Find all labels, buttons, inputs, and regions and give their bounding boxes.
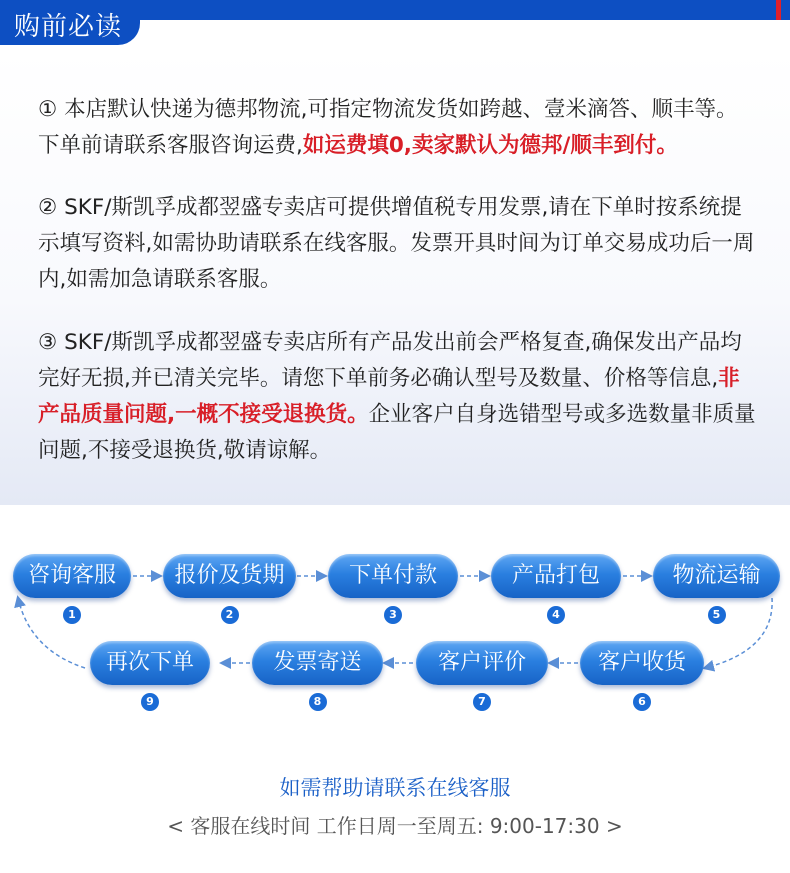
notice-1-highlight: 如运费填0,卖家默认为德邦/顺丰到付。: [302, 133, 678, 158]
flow-step-8: 发票寄送: [252, 641, 383, 685]
flow-step-number-3: 3: [384, 606, 402, 624]
flow-step-4: 产品打包: [491, 554, 621, 598]
flow-step-number-1: 1: [63, 606, 81, 624]
notice-1-text: ① 本店默认快递为德邦物流,可指定物流发货如跨越、壹米滴答、顺丰等。下单前请联系客服咨询运费,: [38, 97, 738, 158]
flow-step-6: 客户收货: [580, 641, 704, 685]
flow-step-3: 下单付款: [328, 554, 458, 598]
help-title: 如需帮助请联系在线客服: [279, 776, 511, 800]
flow-step-number-5: 5: [708, 606, 726, 624]
notice-3-text-end: 企业客户自身选错型号或多选数量非质量问题,不接受退换货,敬请谅解。: [38, 402, 756, 463]
flow-step-number-2: 2: [221, 606, 239, 624]
service-hours: < 客服在线时间 工作日周一至周五: 9:00-17:30 >: [167, 814, 623, 838]
notice-3-highlight: 非产品质量问题,一概不接受退换货。: [38, 366, 740, 427]
notice-2-text: ② SKF/斯凯孚成都翌盛专卖店可提供增值税专用发票,请在下单时按系统提示填写资料,如需协助请联系在线客服。发票开具时间为订单交易成功后一周内,如需加急请联系客服。: [38, 195, 755, 292]
flow-step-2: 报价及货期: [163, 554, 296, 598]
page-title: 购前必读: [14, 12, 123, 42]
flow-step-1: 咨询客服: [13, 554, 131, 598]
flow-step-number-6: 6: [633, 693, 651, 711]
flow-step-number-7: 7: [473, 693, 491, 711]
flow-step-number-4: 4: [547, 606, 565, 624]
flow-step-7: 客户评价: [416, 641, 548, 685]
flow-step-9: 再次下单: [90, 641, 210, 685]
flow-step-5: 物流运输: [653, 554, 780, 598]
flow-step-number-8: 8: [309, 693, 327, 711]
notice-3-text: ③ SKF/斯凯孚成都翌盛专卖店所有产品发出前会严格复查,确保发出产品均完好无损,并已清关完毕。请您下单前务必确认型号及数量、价格等信息,: [38, 330, 742, 391]
flow-step-number-9: 9: [141, 693, 159, 711]
